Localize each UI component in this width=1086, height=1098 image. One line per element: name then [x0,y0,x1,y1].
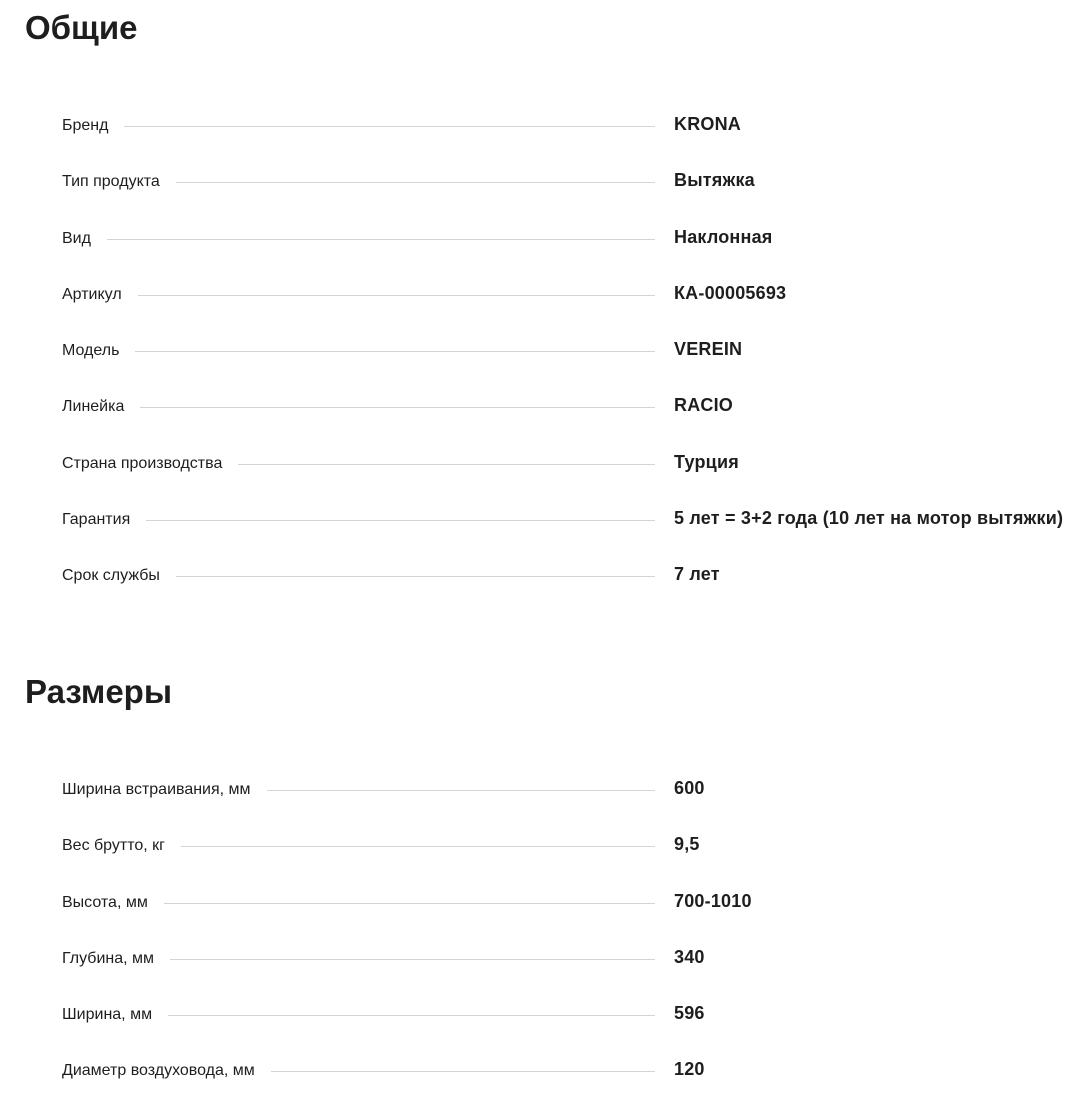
spec-value: VEREIN [674,339,743,360]
leader-line [267,790,655,791]
section-title-general: Общие [25,9,138,46]
spec-label: Диаметр воздуховода, мм [62,1061,271,1081]
spec-value: Турция [674,451,739,472]
spec-value: 5 лет = 3+2 года (10 лет на мотор вытяжки) [674,508,1064,529]
spec-row-product-type [0,152,1086,208]
spec-row-duct-diameter [0,1041,1086,1097]
leader-line [140,407,655,408]
leader-line [181,846,655,847]
spec-row-kind [0,209,1086,265]
leader-line [176,182,655,183]
spec-value: 7 лет [674,564,720,585]
spec-row-width [0,985,1086,1041]
leader-line [124,126,655,127]
spec-row-service-life [0,546,1086,602]
spec-value: 700-1010 [674,890,752,911]
spec-value: Наклонная [674,226,773,247]
spec-value: 340 [674,946,705,967]
leader-line [176,576,655,577]
spec-value: Вытяжка [674,170,755,191]
leader-line [107,239,655,240]
leader-line [238,464,655,465]
leader-line [164,903,655,904]
spec-label: Вес брутто, кг [62,836,181,856]
leader-line [168,1015,655,1016]
leader-line [170,959,655,960]
spec-label: Ширина встраивания, мм [62,780,267,800]
spec-label: Страна производства [62,454,238,474]
spec-value: 120 [674,1059,705,1080]
spec-value: КА-00005693 [674,282,787,303]
leader-line [271,1071,655,1072]
spec-value: 596 [674,1003,705,1024]
spec-value: 600 [674,778,705,798]
spec-label: Глубина, мм [62,949,170,969]
spec-label: Линейка [62,397,140,417]
spec-row-warranty [0,490,1086,546]
spec-label: Бренд [62,116,124,136]
general-spec-list [0,96,1086,603]
spec-label: Срок службы [62,566,176,586]
spec-row-country [0,434,1086,490]
sizes-spec-list [0,760,1086,1098]
spec-value: KRONA [674,114,741,134]
leader-line [135,351,655,352]
spec-row-depth [0,929,1086,985]
leader-line [138,295,655,296]
spec-value: RACIO [674,395,733,416]
spec-row-height [0,873,1086,929]
spec-label: Высота, мм [62,893,164,913]
spec-row-brand [0,96,1086,152]
spec-label: Модель [62,341,135,361]
leader-line [146,520,655,521]
spec-label: Артикул [62,285,138,305]
spec-row-article [0,265,1086,321]
spec-label: Ширина, мм [62,1005,168,1025]
section-title-sizes: Размеры [25,673,173,710]
spec-label: Гарантия [62,510,146,530]
spec-row-series [0,377,1086,433]
spec-row-model [0,321,1086,377]
spec-row-built-in-width [0,760,1086,816]
spec-label: Вид [62,229,107,249]
spec-row-gross-weight [0,816,1086,872]
spec-label: Тип продукта [62,172,176,192]
spec-value: 9,5 [674,834,700,855]
